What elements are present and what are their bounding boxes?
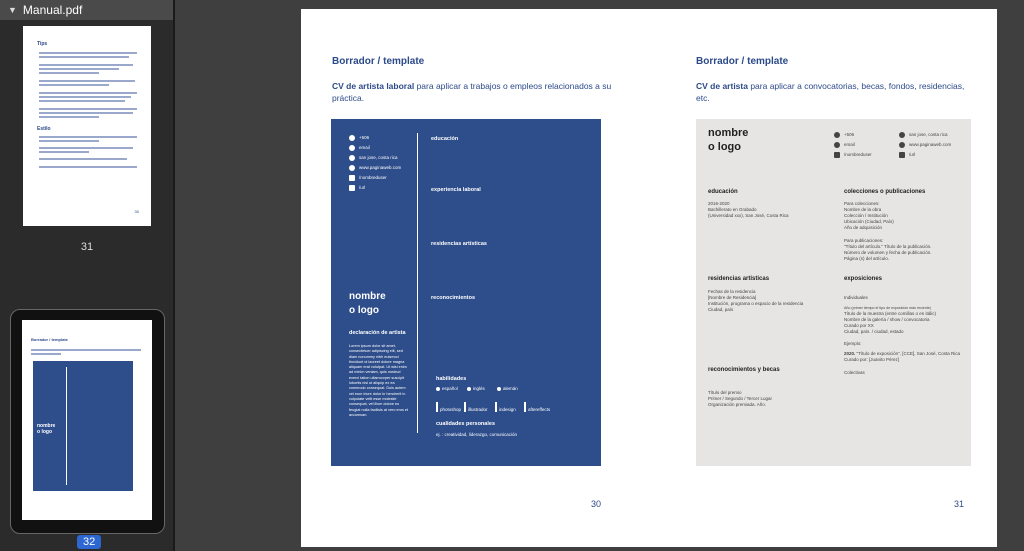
- location-icon: [349, 155, 355, 161]
- blue-cv-template: [331, 119, 601, 466]
- cv-column-divider: [417, 133, 418, 433]
- cv-section-awards: reconocimientos: [431, 295, 476, 301]
- left-subtitle-rest: para aplicar a trabajos o empleos relacionados a su práctica.: [332, 81, 612, 103]
- grey-awards-line: Primer / Segundo / Tercer Lugar: [708, 396, 772, 401]
- grey-exhibitions-line: Título de la muestra (entre comillas o en itálic): [844, 311, 937, 316]
- web-icon: [899, 142, 905, 148]
- grey-exhibitions-line: Nombre de la galería / show / convocatoria: [844, 317, 930, 322]
- grey-education-line: Bachillerato en Grabado: [708, 207, 757, 212]
- language-dot: [467, 387, 471, 391]
- instagram-icon: [349, 175, 355, 181]
- thumbnail-page-32[interactable]: [22, 320, 152, 520]
- cv-language-1: español: [442, 386, 458, 391]
- skill-bar: [524, 402, 526, 412]
- grey-example-text: "Título de exposición", [CCE], San José, Costa Rica: [855, 351, 961, 356]
- language-dot: [497, 387, 501, 391]
- thumb-cv-name: nombre: [37, 423, 56, 429]
- cv-declaration-title: declaración de artista: [349, 330, 406, 336]
- left-page-title: Borrador / template: [332, 56, 425, 67]
- grey-cv-location: san jose, costa rica: [909, 132, 948, 137]
- right-subtitle-bold: CV de artista: [696, 81, 748, 91]
- cv-section-education: educación: [431, 136, 459, 142]
- grey-cv-name2: o logo: [708, 141, 741, 153]
- thumb-line: [31, 349, 141, 351]
- page-spread: [301, 9, 997, 547]
- grey-education-title: educación: [708, 189, 738, 195]
- thumb-line: [39, 147, 133, 149]
- cv-location: san jose, costa rica: [359, 155, 398, 160]
- thumbnail-sidebar: [0, 0, 173, 551]
- thumb-estilo-heading: Estilo: [37, 126, 51, 132]
- grey-education-line: (Universidad xxx), San José, Costa Rica: [708, 213, 789, 218]
- right-page-number: 31: [954, 499, 965, 509]
- cv-qualities: ej. : creatividad, liderazgo, comunicación: [436, 432, 518, 437]
- cv-email: email: [359, 145, 370, 150]
- grey-exhibitions-line: Año (primer tiempo el tipo de exposición más reciente): [844, 306, 931, 310]
- cv-language-2: inglés: [473, 386, 485, 391]
- current-page-badge: 32: [77, 535, 101, 549]
- cv-software-3: indesign: [499, 407, 516, 412]
- facebook-icon: [899, 152, 905, 158]
- grey-cv-web: www.paginaweb.com: [909, 142, 952, 147]
- thumb-line: [31, 353, 61, 355]
- grey-cv-facebook: /url: [909, 152, 916, 157]
- right-page-title: Borrador / template: [696, 56, 789, 67]
- thumb-line: [39, 96, 131, 98]
- phone-icon: [349, 135, 355, 141]
- language-dot: [436, 387, 440, 391]
- document-filename: Manual.pdf: [22, 3, 83, 17]
- thumb-page-number: 30: [134, 209, 139, 214]
- thumb-tips-heading: Tips: [37, 41, 48, 47]
- instagram-icon: [834, 152, 840, 158]
- right-page-subtitle: [696, 80, 971, 104]
- grey-awards-line: Título del premio: [708, 390, 742, 395]
- thumb-line: [39, 108, 137, 110]
- grey-exhibitions-example2: Curado por: [Juanito Pérez]: [844, 357, 900, 362]
- cv-skills-title: habilidades: [436, 376, 467, 382]
- thumb-line: [39, 52, 137, 54]
- thumb-line: [39, 116, 99, 118]
- cv-section-experience: experiencia laboral: [431, 187, 481, 193]
- cv-name-line1: nombre: [349, 291, 386, 302]
- cv-facebook: /url: [359, 185, 366, 190]
- thumb-cv-divider: [66, 367, 67, 485]
- grey-awards-title: reconocimientos y becas: [708, 367, 780, 373]
- grey-cv-template: [696, 119, 971, 466]
- cv-web: www.paginaweb.com: [359, 165, 402, 170]
- grey-collections-title: colecciones o publicaciones: [844, 189, 926, 195]
- thumb-cv-name2: o logo: [37, 429, 52, 435]
- grey-exhibitions-line: Curado por XX: [844, 323, 874, 328]
- web-icon: [349, 165, 355, 171]
- sidebar-header[interactable]: [0, 0, 173, 20]
- cv-phone: +506: [359, 135, 370, 140]
- grey-awards-line: Organización premiada. Año.: [708, 402, 767, 407]
- cv-section-residencies: residencias artísticas: [431, 241, 487, 247]
- facebook-icon: [349, 185, 355, 191]
- left-page-number: 30: [591, 499, 602, 509]
- thumb-line: [39, 56, 129, 58]
- cv-software-1: photoshop: [440, 407, 462, 412]
- cv-language-3: alemán: [503, 386, 518, 391]
- skill-bar: [495, 402, 497, 412]
- thumb-line: [39, 92, 137, 94]
- grey-residencies-line: Fechas de la residencia: [708, 289, 756, 294]
- skill-bar: [464, 402, 466, 412]
- cv-qualities-title: cualidades personales: [436, 421, 495, 427]
- thumbnail-page-31[interactable]: [23, 26, 151, 226]
- grey-cv-phone: +506: [844, 132, 855, 137]
- cv-declaration-text: Lorem ipsum dolor sit amet, consectetuer adipiscing elit, sed diam nonummy nibh euismod tincidunt ut laoreet dolore magna aliquam erat volutpat. Ut wisi enim ad minim veniam, quis nostrud exerci tation ullamcorper suscipit lobortis nisl ut aliquip ex ea commodo consequat. Duis autem vel eum iriure dolor in hendrerit in vulputate velit esse molestie consequat, vel illum dolore eu feugiat nulla facilisis at vero eros et accumsan.: [349, 344, 409, 417]
- grey-publications-line: Página (s) del artículo.: [844, 256, 890, 261]
- thumb-line: [39, 112, 133, 114]
- thumb-line: [39, 72, 99, 74]
- skill-bar: [436, 402, 438, 412]
- right-subtitle-rest: para aplicar a convocatorias, becas, fondos, residencias, etc.: [696, 81, 965, 103]
- grey-publications-line: "Título del artículo." Título de la publicación.: [844, 244, 932, 249]
- grey-collections-line: Para colecciones:: [844, 201, 880, 206]
- thumb-line: [39, 136, 137, 138]
- grey-collections-line: Colección / Institución: [844, 213, 888, 218]
- disclosure-triangle-icon[interactable]: ▼: [8, 5, 17, 15]
- thumb-line: [39, 166, 137, 168]
- grey-exhibitions-line: Ciudad, país. / ciudad, estado: [844, 329, 904, 334]
- left-subtitle-bold: CV de artista laboral: [332, 81, 415, 91]
- cv-software-2: illustrador: [468, 407, 488, 412]
- grey-residencies-line: Ciudad, país: [708, 307, 734, 312]
- grey-collections-line: Ubicación (Ciudad, País): [844, 219, 894, 224]
- cv-software-4: aftereffects: [528, 407, 551, 412]
- grey-cv-name1: nombre: [708, 127, 749, 139]
- thumb-line: [39, 140, 99, 142]
- thumb-line: [39, 158, 127, 160]
- cv-instagram: /nombreduser: [359, 175, 387, 180]
- thumb-title: Borrador / template: [31, 337, 68, 342]
- grey-cv-email: email: [844, 142, 855, 147]
- grey-exhibitions-sub: Individuales: [844, 295, 868, 300]
- thumb-line: [39, 64, 133, 66]
- thumb-line: [39, 84, 109, 86]
- thumb-line: [39, 80, 135, 82]
- grey-residencies-title: residencias artísticas: [708, 276, 770, 282]
- grey-education-line: 2016-2020: [708, 201, 730, 206]
- grey-example-year: 2020.: [844, 351, 856, 356]
- cv-name-line2: o logo: [349, 305, 379, 316]
- grey-cv-instagram: /nombreduser: [844, 152, 872, 157]
- grey-example-label: Ejemplo:: [844, 341, 862, 346]
- grey-collective-label: Colectivas: [844, 370, 865, 375]
- grey-collections-line: Año de adquisición: [844, 225, 883, 230]
- thumb-line: [39, 68, 119, 70]
- email-icon: [834, 142, 840, 148]
- email-icon: [349, 145, 355, 151]
- thumbnail-label-31: 31: [80, 241, 94, 253]
- grey-residencies-line: Institución, programa o espacio de la residencia: [708, 301, 804, 306]
- grey-publications-line: Para publicaciones:: [844, 238, 884, 243]
- grey-exhibitions-title: exposiciones: [844, 276, 883, 282]
- thumb-line: [39, 100, 125, 102]
- phone-icon: [834, 132, 840, 138]
- grey-collections-line: Nombre de la obra: [844, 207, 882, 212]
- thumb-line: [39, 151, 89, 153]
- location-icon: [899, 132, 905, 138]
- grey-residencies-line: [Nombre de Residencia]: [708, 295, 757, 300]
- grey-publications-line: Número de volumen y fecha de publicación.: [844, 250, 932, 255]
- left-page-subtitle: [332, 80, 612, 104]
